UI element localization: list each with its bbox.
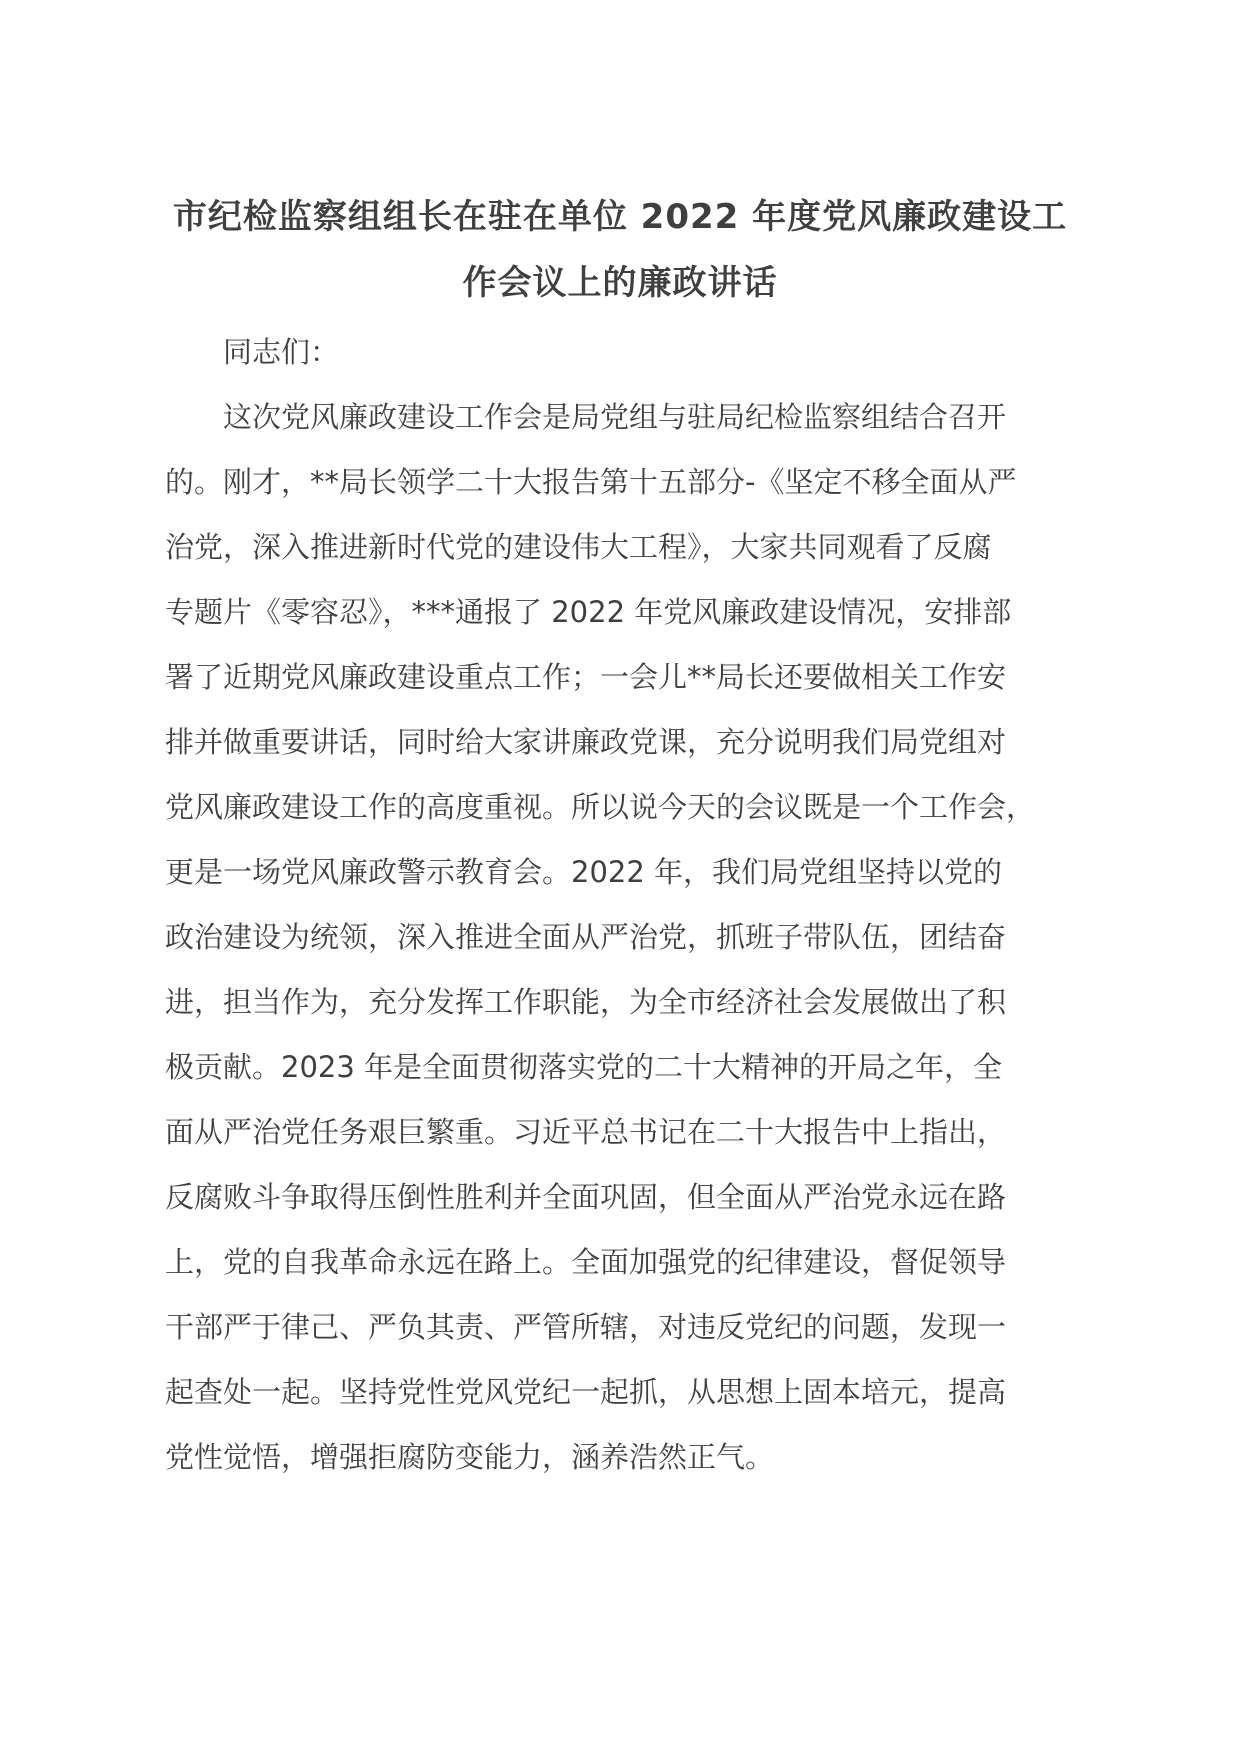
- paragraph-line: 进，担当作为，充分发挥工作职能，为全市经济社会发展做出了积: [165, 985, 1007, 1019]
- paragraph-line: 政治建设为统领，深入推进全面从严治党，抓班子带队伍，团结奋: [165, 920, 1007, 954]
- paragraph-line: 极贡献。2023 年是全面贯彻落实党的二十大精神的开局之年，全: [165, 1050, 1003, 1084]
- paragraph-line: 党风廉政建设工作的高度重视。所以说今天的会议既是一个工作会，: [165, 790, 1036, 824]
- paragraph-line: 更是一场党风廉政警示教育会。2022 年，我们局党组坚持以党的: [165, 855, 1003, 889]
- paragraph-line: 反腐败斗争取得压倒性胜利并全面巩固，但全面从严治党永远在路: [165, 1180, 1007, 1214]
- paragraph-line: 专题片《零容忍》，***通报了 2022 年党风廉政建设情况，安排部: [165, 595, 1012, 629]
- paragraph-line: 党性觉悟，增强拒腐防变能力，涵养浩然正气。: [165, 1440, 775, 1474]
- paragraph-line: 排并做重要讲话，同时给大家讲廉政党课，充分说明我们局党组对: [165, 725, 1007, 759]
- paragraph-line: 上，党的自我革命永远在路上。全面加强党的纪律建设，督促领导: [165, 1245, 1007, 1279]
- paragraph-line: 起查处一起。坚持党性党风党纪一起抓，从思想上固本培元，提高: [165, 1375, 1007, 1409]
- document-title: [165, 184, 1075, 316]
- paragraph-line: 治党，深入推进新时代党的建设伟大工程》，大家共同观看了反腐: [165, 530, 992, 564]
- document-title-line-2: 作会议上的廉政讲话: [462, 263, 778, 303]
- paragraph-line: 面从严治党任务艰巨繁重。习近平总书记在二十大报告中上指出，: [165, 1115, 1007, 1149]
- document-title-line-1: 市纪检监察组组长在驻在单位 2022 年度党风廉政建设工: [172, 197, 1068, 237]
- paragraph-line: 同志们：: [223, 335, 340, 369]
- paragraph-line: 这次党风廉政建设工作会是局党组与驻局纪检监察组结合召开: [223, 400, 1007, 434]
- paragraph-line: 的。刚才，**局长领学二十大报告第十五部分-《坚定不移全面从严: [165, 465, 1017, 499]
- paragraph-line: 署了近期党风廉政建设重点工作；一会儿**局长还要做相关工作安: [165, 660, 1007, 694]
- document-body: [165, 320, 1075, 1490]
- paragraph-line: 干部严于律己、严负其责、严管所辖，对违反党纪的问题，发现一: [165, 1310, 1007, 1344]
